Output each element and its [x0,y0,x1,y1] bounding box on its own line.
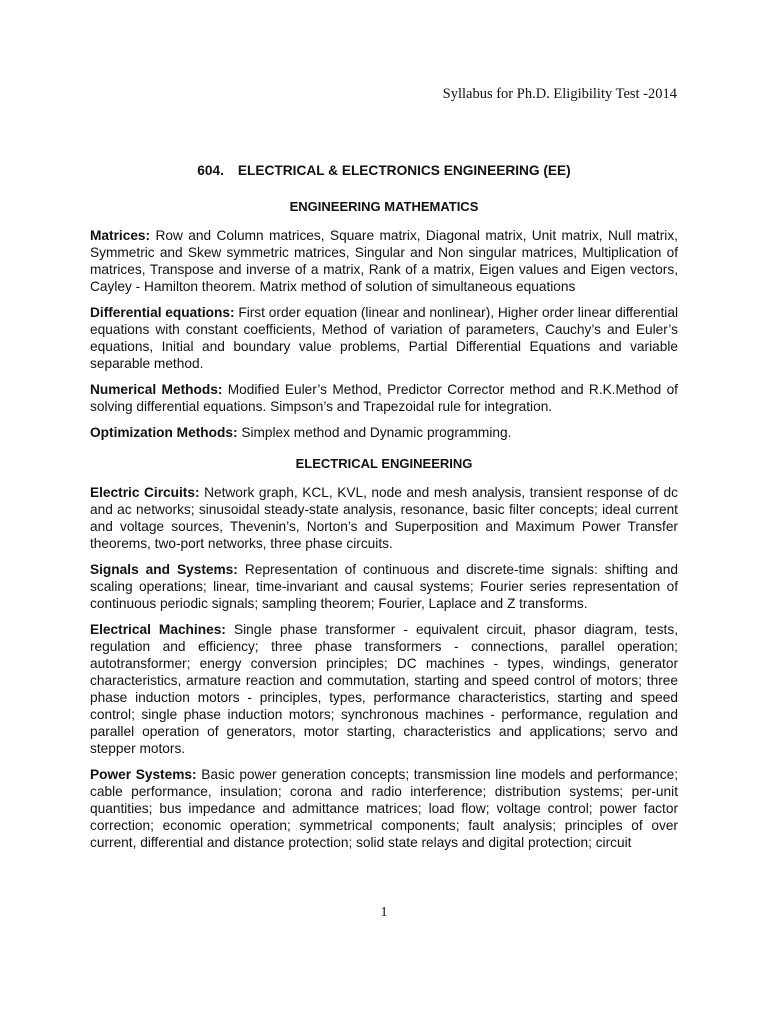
topic-text: Basic power generation concepts; transmission line models and performance; cable performance, insulation; corona and radio interference; distribution systems; per-unit quantities; bus impedance and admittance matrices; load flow; voltage control; power factor correction; economic operation; symmetrical components; fault analysis; principles of over current, differential and distance protection; solid state relays and digital protection; circuit [90,767,678,850]
topic-text: Representation of continuous and discrete-time signals: shifting and scaling operations; linear, time-invariant and causal systems; Fourier series representation of continuous periodic signals; sampling theorem; Fourier, Laplace and Z transforms. [90,562,678,611]
topic-differential-equations [90,304,678,372]
topic-label: Numerical Methods: [90,382,223,397]
topic-label: Signals and Systems: [90,562,238,577]
topic-text: Network graph, KCL, KVL, node and mesh analysis, transient response of dc and ac networks; sinusoidal steady-state analysis, resonance, basic filter concepts; ideal current and voltage sources, Thevenin’s, Norton’s and Superposition and Maximum Power Transfer theorems, two-port networks, three phase circuits. [90,485,678,551]
course-number: 604. [197,163,224,178]
document-body [90,162,678,860]
topic-text: First order equation (linear and nonlinear), Higher order linear differential equations with constant coefficients, Method of variation of parameters, Cauchy’s and Euler’s equations, Initial and boundary value problems, Partial Differential Equations and variable separable method. [90,305,678,371]
section-heading-engineering-mathematics: ENGINEERING MATHEMATICS [289,199,479,214]
running-header: Syllabus for Ph.D. Eligibility Test -2014 [442,86,677,102]
topic-text: Row and Column matrices, Square matrix, Diagonal matrix, Unit matrix, Null matrix, Symmetric and Skew symmetric matrices, Singular and Non singular matrices, Multiplication of matrices, Transpose and inverse of a matrix, Rank of a matrix, Eigen values and Eigen vectors, Cayley - Hamilton theorem. Matrix method of solution of simultaneous equations [90,228,678,294]
topic-electric-circuits [90,484,678,552]
topic-text: Simplex method and Dynamic programming. [241,425,512,440]
course-title: ELECTRICAL & ELECTRONICS ENGINEERING (EE) [237,163,571,178]
topic-label: Electrical Machines: [90,622,226,637]
topic-label: Differential equations: [90,305,235,320]
document-title [90,162,678,179]
topic-label: Electric Circuits: [90,485,200,500]
topic-power-systems [90,766,678,851]
topic-label: Power Systems: [90,767,197,782]
topic-numerical-methods [90,381,678,415]
section-heading-electrical-engineering: ELECTRICAL ENGINEERING [295,456,473,471]
topic-matrices [90,227,678,295]
topic-text: Single phase transformer - equivalent circuit, phasor diagram, tests, regulation and efficiency; three phase transformers - connections, parallel operation; autotransformer; energy conversion principles; DC machines - types, windings, generator characteristics, armature reaction and commutation, starting and speed control of motors; three phase induction motors - principles, types, performance characteristics, starting and speed control; single phase induction motors; synchronous machines - performance, regulation and parallel operation of generators, motor starting, characteristics and applications; servo and stepper motors. [90,622,679,756]
page-number: 1 [380,905,388,920]
topic-text: Modified Euler’s Method, Predictor Corrector method and R.K.Method of solving differential equations. Simpson’s and Trapezoidal rule for integration. [90,382,678,414]
topic-label: Optimization Methods: [90,425,238,440]
topic-label: Matrices: [90,228,151,243]
topic-optimization-methods [90,424,678,441]
topic-signals-and-systems [90,561,678,612]
topic-electrical-machines [90,621,678,757]
